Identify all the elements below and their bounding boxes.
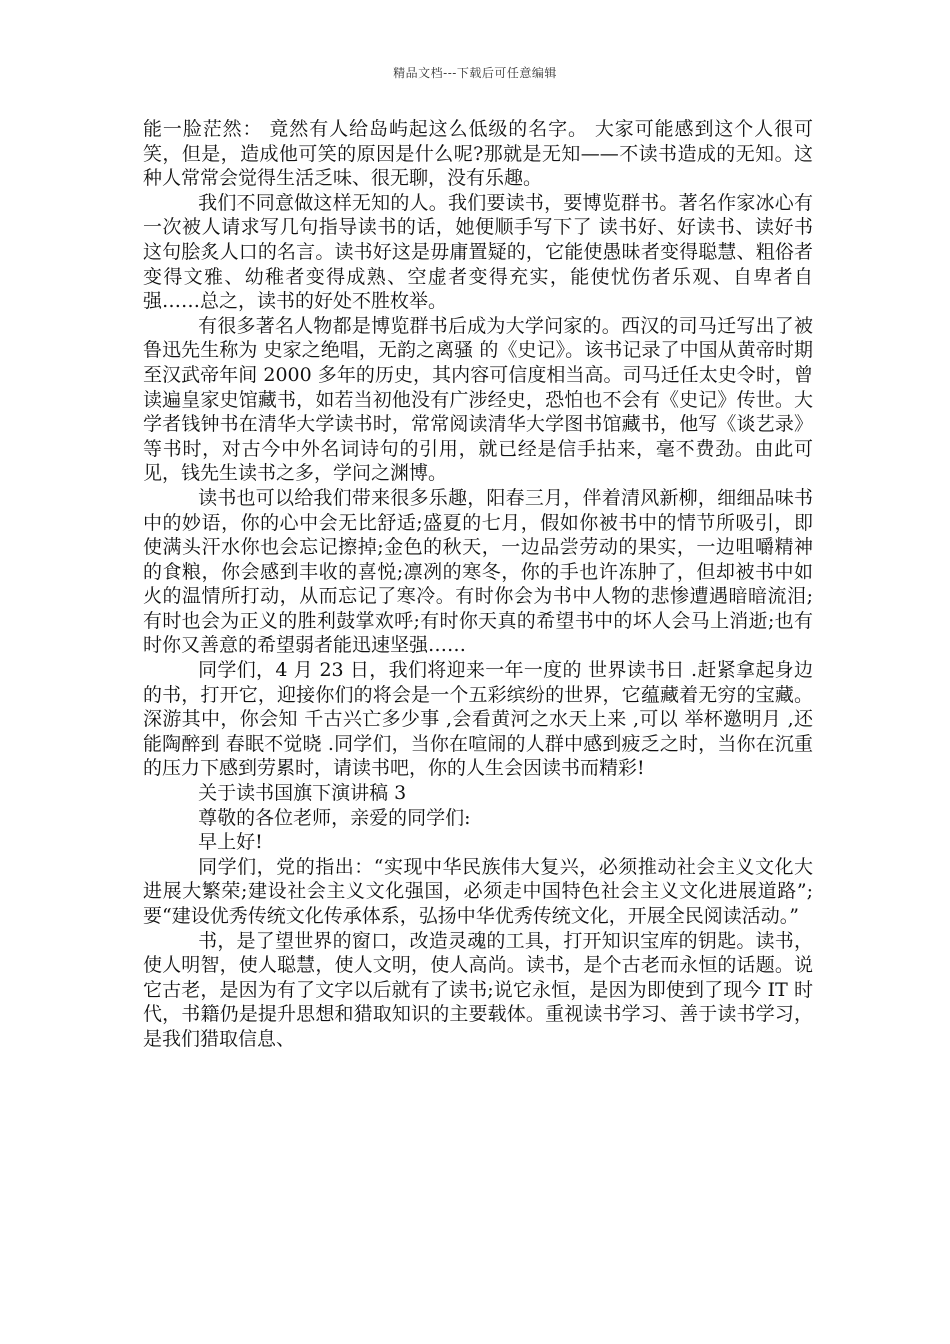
document-body [143,117,813,1052]
salutation: 尊敬的各位老师，亲爱的同学们: [198,806,471,829]
paragraph-1: 能一脸茫然： 竟然有人给岛屿起这么低级的名字。 大家可能感到这个人很可笑，但是，造成他可笑的原因是什么呢?那就是无知——不读书造成的无知。这种人常常会觉得生活乏味、很无聊，没有乐趣。 [143,118,813,190]
paragraph-5: 同学们，4 月 23 日，我们将迎来一年一度的 世界读书日 .赶紧拿起身边的书，打开它，迎接你们的将会是一个五彩缤纷的世界，它蕴藏着无穷的宝藏。深游其中，你会知 千古兴亡多少事 ,会看黄河之水天上来 ,可以 举杯邀明月 ,还能陶醉到 春眠不觉晓 .同学们，当你在喧闹的人群中感到疲乏之时，当你在沉重的压力下感到劳累时，请读书吧，你的人生会因读书而精彩! [143,659,813,780]
paragraph-3: 有很多著名人物都是博览群书后成为大学问家的。西汉的司马迁写出了被鲁迅先生称为 史家之绝唱，无韵之离骚 的《史记》。该书记录了中国从黄帝时期至汉武帝年间 2000 多年的历史，其内容可信度相当高。司马迁任太史令时，曾读遍皇家史馆藏书，如若当初他没有广涉经史，恐怕也不会有《史记》传世。大学者钱钟书在清华大学读书时，常常阅读清华大学图书馆藏书，他写《谈艺录》等书时，对古今中外名词诗句的引用，就已经是信手拈来，毫不费劲。由此可见，钱先生读书之多，学问之渊博。 [143,314,813,485]
paragraph-10: 书，是了望世界的窗口，改造灵魂的工具，打开知识宝库的钥匙。读书，使人明智，使人聪慧，使人文明，使人高尚。读书，是个古老而永恒的话题。说它古老，是因为有了文字以后就有了读书;说它永恒，是因为即使到了现今 IT 时代，书籍仍是提升思想和猎取知识的主要载体。重视读书学习、善于读书学习，是我们猎取信息、 [143,929,813,1050]
greeting: 早上好! [198,831,263,854]
paragraph-2: 我们不同意做这样无知的人。我们要读书，要博览群书。著名作家冰心有一次被人请求写几句指导读书的话，她便顺手写下了 读书好、好读书、读好书 这句脍炙人口的名言。读书好这是毋庸置疑的，它能使愚昧者变得聪慧、粗俗者变得文雅、幼稚者变得成熟、空虚者变得充实，能使忧伤者乐观、自卑者自强……总之，读书的好处不胜枚举。 [143,191,813,313]
paragraph-9: 同学们，党的指出：“实现中华民族伟大复兴，必须推动社会主义文化大进展大繁荣;建设社会主义文化强国，必须走中国特色社会主义文化进展道路”;要“建设优秀传统文化传承体系，弘扬中华优秀传统文化，开展全民阅读活动。” [143,855,813,927]
paragraph-4: 读书也可以给我们带来很多乐趣，阳春三月，伴着清风新柳，细细品味书中的妙语，你的心中会无比舒适;盛夏的七月，假如你被书中的情节所吸引，即使满头汗水你也会忘记擦掉;金色的秋天，一边品尝劳动的果实，一边咀嚼精神的食粮，你会感到丰收的喜悦;凛冽的寒冬，你的手也许冻肿了，但却被书中如火的温情所打动，从而忘记了寒冷。有时你会为书中人物的悲惨遭遇暗暗流泪;有时也会为正义的胜利鼓掌欢呼;有时你天真的希望书中的坏人会马上消逝;也有时你又善意的希望弱者能迅速坚强…… [143,486,813,657]
speech-title: 关于读书国旗下演讲稿 3 [198,782,407,805]
page-header: 精品文档---下载后可任意编辑 [393,66,557,80]
